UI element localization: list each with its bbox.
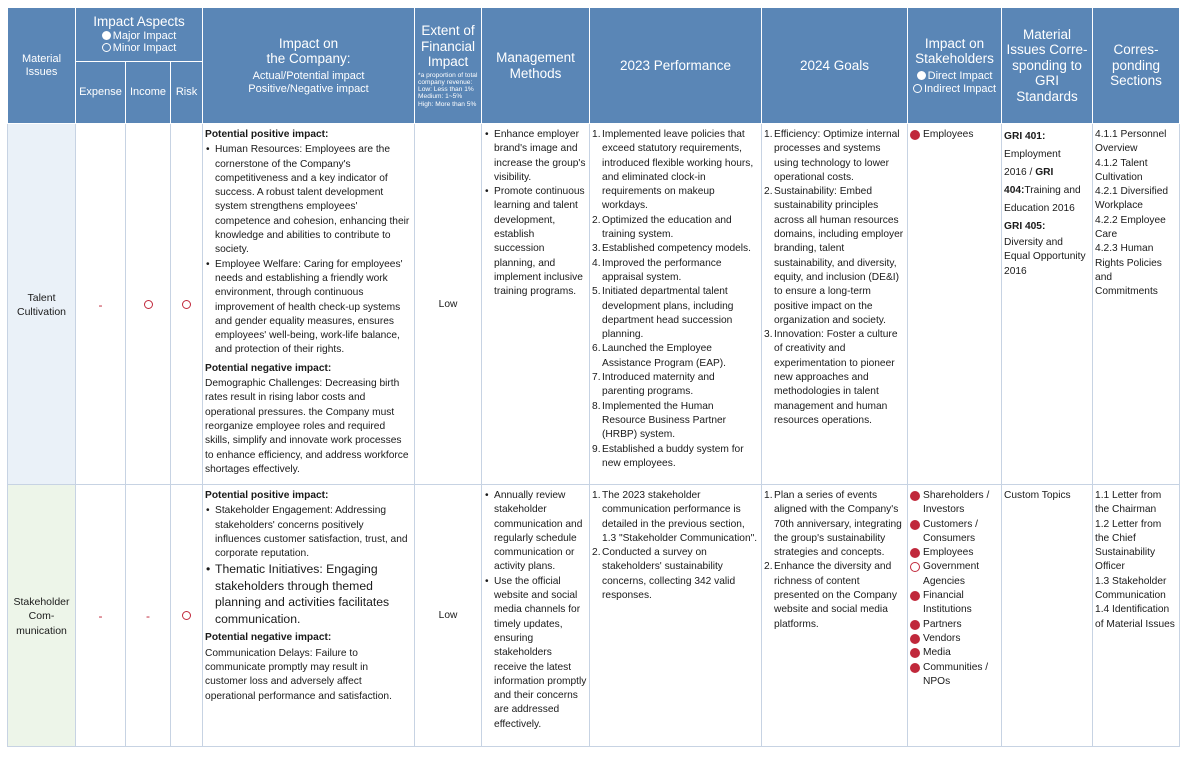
- list-item: • Promote continuous learning and talent development, establish succession planning, and implement inclusive training programs.: [494, 185, 587, 299]
- management-cell: [482, 124, 590, 485]
- header-material-issues: Material Issues: [8, 8, 76, 124]
- gri-cell: Custom Topics: [1002, 485, 1093, 747]
- header-expense: Expense: [76, 62, 126, 124]
- header-gri: Material Issues Corre-sponding to GRI Standards: [1002, 8, 1093, 124]
- list-item: 4.1.2 Talent Cultivation: [1095, 157, 1148, 183]
- open-circle-icon: [102, 43, 111, 52]
- list-item: 8. Implemented the Human Resource Business Partner (HRBP) system.: [592, 400, 727, 441]
- sections-cell: [1093, 124, 1180, 485]
- stakeholders-cell: [908, 124, 1002, 485]
- header-sections: Corres-ponding Sections: [1093, 8, 1180, 124]
- list-item: • Enhance employer brand's image and increase the group's visibility.: [494, 128, 587, 185]
- risk-mark: [171, 124, 203, 485]
- table-row: [8, 124, 1180, 485]
- negative-impact-text: Communication Delays: Failure to communicate promptly may result in customer loss and adversely affect operational performance and satisfaction.: [205, 647, 392, 702]
- direct-impact-dot-icon: [910, 591, 920, 601]
- direct-impact-dot-icon: [910, 520, 920, 530]
- header-2023-performance: 2023 Performance: [590, 8, 762, 124]
- stakeholder-item: Financial Institutions: [910, 589, 999, 618]
- list-item: 4.1.1 Personnel Overview: [1095, 129, 1167, 155]
- list-item: • Thematic Initiatives: Engaging stakeholders through themed planning and activities facilitates communication.: [215, 561, 412, 627]
- list-item: 1.2 Letter from the Chief Sustainability Officer: [1095, 518, 1162, 573]
- direct-impact-dot-icon: [910, 648, 920, 658]
- minor-impact-circle-icon: [182, 300, 191, 309]
- stakeholder-item: Partners: [910, 618, 999, 632]
- header-impact-company: Impact on the Company: Actual/Potential impact Positive/Negative impact: [203, 8, 415, 124]
- stakeholder-item: Media: [910, 646, 999, 660]
- legend-minor-impact: Minor Impact: [78, 42, 200, 55]
- income-mark: -: [126, 485, 171, 747]
- header-extent: Extent of Financial Impact *a proportion of total company revenue: Low: Less than 1% Medium: 1~5% High: More than 5%: [415, 8, 482, 124]
- gri-cell: GRI 401: Employment 2016 / GRI 404:Training and Education 2016 GRI 405: Diversity and Equal Opportunity 2016: [1002, 124, 1093, 485]
- stakeholder-item: Employees: [910, 128, 999, 142]
- material-issues-table: [7, 7, 1180, 747]
- list-item: 1. The 2023 stakeholder communication performance is detailed in the previous section, 1.3 "Stakeholder Communication".: [592, 490, 758, 544]
- minor-impact-circle-icon: [144, 300, 153, 309]
- material-issue-cell: Stakeholder Com- munication: [8, 485, 76, 747]
- list-item: 3. Innovation: Foster a culture of creativity and experimentation to pioneer new approaches and methodologies in talent management and human resources operations.: [764, 329, 898, 426]
- list-item: • Use the official website and social media channels for timely updates, ensuring stakeholders receive the latest information promptly and their concerns are addressed effectively.: [494, 575, 587, 732]
- open-circle-icon: [913, 84, 922, 93]
- list-item: 1.3 Stakeholder Communication: [1095, 575, 1167, 602]
- performance-cell: [590, 124, 762, 485]
- stakeholder-item: Customers / Consumers: [910, 518, 999, 547]
- header-income: Income: [126, 62, 171, 124]
- goals-cell: [762, 124, 908, 485]
- stakeholder-item: Employees: [910, 546, 999, 560]
- list-item: 2. Conducted a survey on stakeholders' sustainability concerns, collecting 342 valid responses.: [592, 547, 736, 602]
- header-risk: Risk: [171, 62, 203, 124]
- sections-cell: [1093, 485, 1180, 747]
- legend-indirect: Indirect Impact: [910, 83, 999, 96]
- direct-impact-dot-icon: [910, 491, 920, 501]
- direct-impact-dot-icon: [910, 663, 920, 673]
- list-item: 5. Initiated departmental talent development plans, including department head succession planning.: [592, 286, 734, 341]
- minor-impact-circle-icon: [182, 611, 191, 620]
- list-item: 2. Enhance the diversity and richness of content presented on the Company website and social media platforms.: [764, 561, 897, 630]
- header-management: Management Methods: [482, 8, 590, 124]
- indirect-impact-circle-icon: [910, 562, 920, 572]
- impact-company-cell: Potential positive impact: • Human Resources: Employees are the cornerstone of the Company's competitiveness and a key indicator of success. A robust talent development system strengthens employees' competence and cohesion, enhancing their knowledge and abilities to contribute to society. • Employee Welfare: Caring for employees' needs and establishing a friendly work environment, through continuous improvement of health check-up systems and gender equality measures, ensures employees' well-being, work-life balance, and protection of their rights. Potential negative impact: Demographic Challenges: Decreasing birth rates result in rising labor costs and operational pressures. the Company must reorganize employee roles and required skills, simplify and innovate work processes to enhance efficiency, and address workforce shortages effectively.: [203, 124, 415, 485]
- impact-aspects-title: Impact Aspects: [93, 14, 185, 30]
- list-item: 4. Improved the performance appraisal system.: [592, 257, 722, 283]
- legend-direct: Direct Impact: [910, 70, 999, 83]
- negative-impact-text: Demographic Challenges: Decreasing birth rates result in rising labor costs and operational pressures. the Company must reorganize employee roles and required skills, simplify and innovate work processes to enhance efficiency, and address workforce shortages effectively.: [205, 378, 409, 475]
- list-item: 9. Established a buddy system for new employees.: [592, 443, 744, 469]
- direct-impact-dot-icon: [910, 620, 920, 630]
- risk-mark: [171, 485, 203, 747]
- direct-impact-dot-icon: [910, 548, 920, 558]
- stakeholder-item: Vendors: [910, 632, 999, 646]
- stakeholder-item: Shareholders / Investors: [910, 489, 999, 518]
- list-item: • Stakeholder Engagement: Addressing stakeholders' concerns positively influences customer satisfaction, trust, and corporate reputation.: [215, 504, 412, 561]
- list-item: 1.1 Letter from the Chairman: [1095, 490, 1162, 516]
- extent-cell: Low: [415, 485, 482, 747]
- filled-dot-icon: [102, 31, 111, 40]
- performance-cell: [590, 485, 762, 747]
- legend-major-impact: Major Impact: [78, 30, 200, 43]
- extent-cell: Low: [415, 124, 482, 485]
- list-item: 3. Established competency models.: [592, 243, 751, 255]
- stakeholder-item: Government Agencies: [910, 560, 999, 589]
- list-item: 4.2.3 Human Rights Policies and Commitments: [1095, 243, 1162, 298]
- header-impact-aspects: [76, 8, 203, 62]
- direct-impact-dot-icon: [910, 634, 920, 644]
- list-item: 1. Plan a series of events aligned with the Company's 70th anniversary, integrating the group's sustainability strategies and concepts.: [764, 490, 902, 559]
- stakeholders-cell: [908, 485, 1002, 747]
- list-item: 2. Optimized the education and training system.: [592, 214, 732, 241]
- filled-dot-icon: [917, 71, 926, 80]
- table-row: [8, 485, 1180, 747]
- management-cell: [482, 485, 590, 747]
- list-item: 1. Efficiency: Optimize internal processes and systems using technology to lower operational costs.: [764, 129, 900, 183]
- stakeholder-item: Communities / NPOs: [910, 661, 999, 690]
- list-item: • Human Resources: Employees are the cornerstone of the Company's competitiveness and a key indicator of success. A robust talent development system strengthens employees' competence and cohesion, enhancing their knowledge and abilities to contribute to society.: [215, 143, 412, 257]
- list-item: 1.4 Identification of Material Issues: [1095, 604, 1175, 630]
- goals-cell: [762, 485, 908, 747]
- income-mark: [126, 124, 171, 485]
- material-issue-cell: Talent Cultivation: [8, 124, 76, 485]
- list-item: 6. Launched the Employee Assistance Program (EAP).: [592, 343, 727, 369]
- list-item: 1. Implemented leave policies that exceed statutory requirements, introduced flexible working hours, and eliminated clock-in requirements on makeup workdays.: [592, 129, 754, 212]
- header-stakeholders: Impact on Stakeholders Direct Impact Indirect Impact: [908, 8, 1002, 124]
- expense-mark: -: [76, 124, 126, 485]
- list-item: • Annually review stakeholder communication and regularly schedule communication or activity plans.: [494, 489, 587, 575]
- list-item: 4.2.2 Employee Care: [1095, 214, 1166, 241]
- list-item: 4.2.1 Diversified Workplace: [1095, 186, 1169, 212]
- list-item: • Employee Welfare: Caring for employees' needs and establishing a friendly work environment, through continuous improvement of health check-up systems and gender equality measures, ensures employees' well-being, work-life balance, and protection of their rights.: [215, 258, 412, 358]
- direct-impact-dot-icon: [910, 130, 920, 140]
- list-item: 7. Introduced maternity and parenting programs.: [592, 372, 715, 398]
- impact-company-cell: Potential positive impact: • Stakeholder Engagement: Addressing stakeholders' concerns positively influences customer satisfaction, trust, and corporate reputation. • Thematic Initiatives: Engaging stakeholders through themed planning and activities facilitates communication. Potential negative impact: Communication Delays: Failure to communicate promptly may result in customer loss and adversely affect operational performance and satisfaction.: [203, 485, 415, 747]
- list-item: 2. Sustainability: Embed sustainability principles across all human resources domains, including employer branding, talent sustainability, and diversity, equity, and inclusion (DE&I) to ensure a long-term positive impact on the organization and society.: [764, 186, 904, 326]
- expense-mark: -: [76, 485, 126, 747]
- header-2024-goals: 2024 Goals: [762, 8, 908, 124]
